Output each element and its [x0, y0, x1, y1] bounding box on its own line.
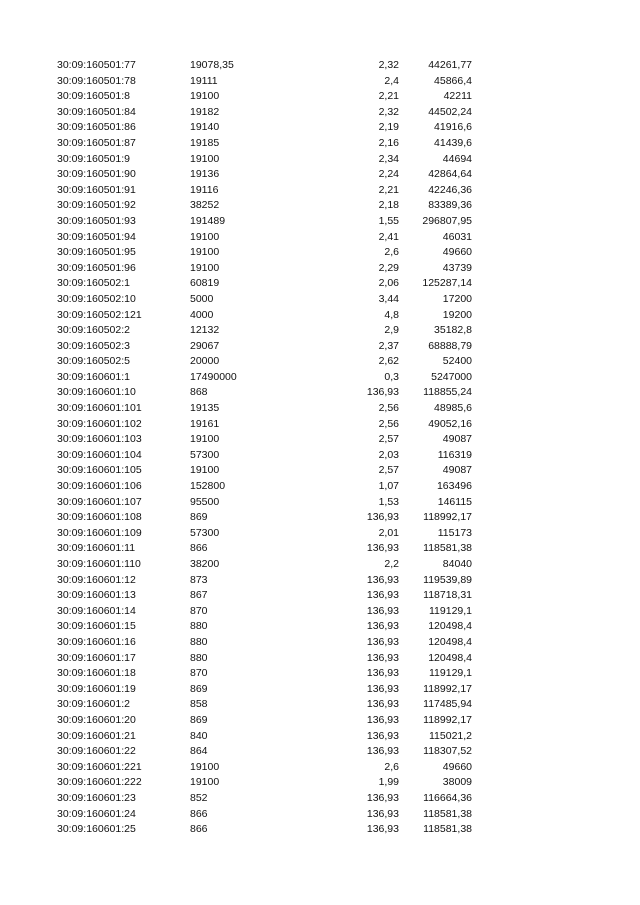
table-row [0, 183, 640, 199]
value-cell: 118307,52 [423, 745, 472, 758]
area-cell: 19182 [190, 105, 220, 118]
cadastral-number-cell: 30:09:160601:15 [57, 620, 136, 633]
rate-cell: 136,93 [366, 620, 399, 633]
area-cell: 19161 [190, 417, 220, 430]
table-row [0, 292, 640, 308]
cadastral-number-cell: 30:09:160501:87 [57, 136, 136, 149]
value-cell: 42246,36 [428, 183, 472, 196]
cadastral-number-cell: 30:09:160501:8 [57, 90, 130, 103]
cadastral-number-cell: 30:09:160501:93 [57, 214, 136, 227]
area-cell: 57300 [190, 448, 220, 461]
rate-cell: 2,16 [378, 136, 399, 149]
area-cell: 880 [190, 620, 208, 633]
cadastral-number-cell: 30:09:160601:12 [57, 573, 136, 586]
value-cell: 49087 [442, 433, 472, 446]
value-cell: 44694 [442, 152, 472, 165]
value-cell: 116319 [437, 448, 472, 461]
value-cell: 120498,4 [428, 620, 472, 633]
rate-cell: 136,93 [366, 635, 399, 648]
value-cell: 48985,6 [434, 402, 472, 415]
value-cell: 49087 [442, 464, 472, 477]
area-cell: 60819 [190, 277, 220, 290]
value-cell: 119129,1 [428, 604, 472, 617]
rate-cell: 2,62 [378, 355, 399, 368]
cadastral-number-cell: 30:09:160502:5 [57, 355, 130, 368]
rate-cell: 2,32 [378, 59, 399, 71]
table-row [0, 417, 640, 433]
area-cell: 19100 [190, 776, 220, 789]
value-cell: 84040 [442, 558, 472, 570]
area-cell: 17490000 [190, 370, 237, 383]
table-row [0, 775, 640, 791]
value-cell: 146115 [437, 495, 472, 508]
area-cell: 19111 [190, 74, 218, 87]
rate-cell: 136,93 [366, 698, 399, 711]
table-row [0, 214, 640, 230]
area-cell: 868 [190, 386, 208, 399]
cadastral-number-cell: 30:09:160601:110 [57, 558, 141, 570]
table-row [0, 495, 640, 511]
value-cell: 49660 [442, 760, 472, 773]
rate-cell: 136,93 [366, 823, 399, 836]
table-row [0, 401, 640, 417]
rate-cell: 2,32 [378, 105, 399, 118]
cadastral-number-cell: 30:09:160601:108 [57, 511, 142, 524]
table-row [0, 573, 640, 589]
value-cell: 120498,4 [428, 651, 472, 664]
cadastral-number-cell: 30:09:160501:77 [57, 59, 136, 71]
table-row [0, 807, 640, 823]
cadastral-number-cell: 30:09:160601:17 [57, 651, 136, 664]
rate-cell: 1,55 [378, 214, 399, 227]
area-cell: 19100 [190, 230, 220, 243]
rate-cell: 2,18 [378, 199, 399, 212]
area-cell: 19135 [190, 402, 220, 415]
value-cell: 49660 [442, 246, 472, 259]
cadastral-number-cell: 30:09:160502:1 [57, 277, 130, 290]
table-row [0, 619, 640, 635]
table-row [0, 822, 640, 838]
area-cell: 4000 [190, 308, 214, 321]
area-cell: 19100 [190, 464, 220, 477]
cadastral-number-cell: 30:09:160601:2 [57, 698, 130, 711]
area-cell: 19116 [190, 183, 219, 196]
table-row [0, 744, 640, 760]
table-row [0, 666, 640, 682]
table-row [0, 604, 640, 620]
rate-cell: 2,34 [378, 152, 399, 165]
area-cell: 152800 [190, 480, 226, 493]
rate-cell: 136,93 [366, 511, 399, 524]
cadastral-number-cell: 30:09:160501:91 [57, 183, 136, 196]
rate-cell: 136,93 [366, 542, 399, 555]
cadastral-number-cell: 30:09:160601:20 [57, 713, 136, 726]
table-row [0, 230, 640, 246]
area-cell: 867 [190, 589, 208, 602]
area-cell: 57300 [190, 526, 220, 539]
value-cell: 118718,31 [423, 589, 472, 602]
rate-cell: 2,01 [378, 526, 399, 539]
area-cell: 191489 [190, 214, 226, 227]
table-row [0, 276, 640, 292]
table-row [0, 261, 640, 277]
cadastral-number-cell: 30:09:160502:2 [57, 324, 130, 337]
rate-cell: 2,19 [378, 121, 399, 134]
value-cell: 43739 [442, 261, 472, 274]
table-row [0, 588, 640, 604]
area-cell: 5000 [190, 292, 214, 305]
cadastral-number-cell: 30:09:160601:18 [57, 667, 136, 680]
area-cell: 12132 [190, 324, 220, 337]
rate-cell: 2,06 [378, 277, 399, 290]
cadastral-number-cell: 30:09:160601:14 [57, 604, 136, 617]
table-row [0, 448, 640, 464]
table-row [0, 89, 640, 105]
value-cell: 49052,16 [428, 417, 472, 430]
cadastral-number-cell: 30:09:160501:78 [57, 74, 136, 87]
rate-cell: 136,93 [366, 604, 399, 617]
table-row [0, 354, 640, 370]
cadastral-number-cell: 30:09:160601:107 [57, 495, 142, 508]
area-cell: 29067 [190, 339, 220, 352]
table-row [0, 74, 640, 90]
table-row [0, 729, 640, 745]
cadastral-number-cell: 30:09:160501:96 [57, 261, 136, 274]
cadastral-number-cell: 30:09:160601:106 [57, 480, 142, 493]
cadastral-number-cell: 30:09:160502:10 [57, 292, 136, 305]
cadastral-number-cell: 30:09:160601:105 [57, 464, 142, 477]
value-cell: 44502,24 [428, 105, 472, 118]
area-cell: 19185 [190, 136, 220, 149]
table-row [0, 58, 640, 74]
value-cell: 115021,2 [428, 729, 472, 742]
area-cell: 19078,35 [190, 59, 234, 71]
table-row [0, 308, 640, 324]
value-cell: 118992,17 [423, 713, 472, 726]
cadastral-number-cell: 30:09:160502:3 [57, 339, 130, 352]
table-row [0, 463, 640, 479]
cadastral-number-cell: 30:09:160601:13 [57, 589, 136, 602]
value-cell: 163496 [436, 480, 472, 493]
table-row [0, 713, 640, 729]
area-cell: 95500 [190, 495, 220, 508]
value-cell: 119539,89 [423, 573, 472, 586]
rate-cell: 2,21 [378, 183, 399, 196]
area-cell: 866 [190, 542, 208, 555]
cadastral-number-cell: 30:09:160501:9 [57, 152, 130, 165]
table-row [0, 697, 640, 713]
cadastral-number-cell: 30:09:160601:104 [57, 448, 142, 461]
rate-cell: 0,3 [384, 370, 399, 383]
value-cell: 116664,36 [423, 791, 472, 804]
value-cell: 118581,38 [423, 807, 472, 820]
cadastral-number-cell: 30:09:160501:95 [57, 246, 136, 259]
value-cell: 118855,24 [423, 386, 472, 399]
rate-cell: 2,2 [384, 558, 399, 570]
rate-cell: 136,93 [366, 651, 399, 664]
cadastral-number-cell: 30:09:160601:19 [57, 682, 136, 695]
cadastral-number-cell: 30:09:160601:23 [57, 791, 136, 804]
cadastral-number-cell: 30:09:160601:24 [57, 807, 136, 820]
value-cell: 68888,79 [428, 339, 472, 352]
area-cell: 840 [190, 729, 208, 742]
value-cell: 125287,14 [422, 277, 472, 290]
cadastral-number-cell: 30:09:160601:222 [57, 776, 142, 789]
table-row [0, 541, 640, 557]
cadastral-number-cell: 30:09:160601:1 [57, 370, 130, 383]
value-cell: 42211 [443, 90, 472, 103]
table-row [0, 339, 640, 355]
cadastral-number-cell: 30:09:160501:84 [57, 105, 136, 118]
cadastral-number-cell: 30:09:160601:11 [57, 542, 136, 555]
value-cell: 118992,17 [423, 682, 472, 695]
rate-cell: 2,37 [378, 339, 399, 352]
cadastral-number-cell: 30:09:160501:90 [57, 168, 136, 181]
rate-cell: 136,93 [366, 667, 399, 680]
table-row [0, 152, 640, 168]
value-cell: 115173 [437, 526, 472, 539]
rate-cell: 136,93 [366, 589, 399, 602]
area-cell: 38200 [190, 558, 220, 570]
area-cell: 864 [190, 745, 208, 758]
table-row [0, 167, 640, 183]
value-cell: 17200 [442, 292, 472, 305]
value-cell: 45866,4 [434, 74, 472, 87]
area-cell: 869 [190, 511, 208, 524]
cadastral-number-cell: 30:09:160501:92 [57, 199, 136, 212]
rate-cell: 1,53 [378, 495, 399, 508]
data-table [0, 58, 640, 838]
rate-cell: 2,29 [378, 261, 399, 274]
area-cell: 866 [190, 807, 208, 820]
cadastral-number-cell: 30:09:160601:109 [57, 526, 142, 539]
cadastral-number-cell: 30:09:160502:121 [57, 308, 142, 321]
area-cell: 19136 [190, 168, 220, 181]
cadastral-number-cell: 30:09:160601:10 [57, 386, 136, 399]
cadastral-number-cell: 30:09:160501:86 [57, 121, 136, 134]
table-row [0, 682, 640, 698]
area-cell: 19100 [190, 433, 220, 446]
cadastral-number-cell: 30:09:160601:21 [57, 729, 136, 742]
value-cell: 120498,4 [428, 635, 472, 648]
rate-cell: 2,4 [384, 74, 399, 87]
table-row [0, 526, 640, 542]
area-cell: 870 [190, 667, 208, 680]
rate-cell: 4,8 [384, 308, 399, 321]
rate-cell: 1,99 [378, 776, 399, 789]
table-row [0, 245, 640, 261]
value-cell: 35182,8 [434, 324, 472, 337]
table-row [0, 105, 640, 121]
area-cell: 19100 [190, 152, 220, 165]
cadastral-number-cell: 30:09:160501:94 [57, 230, 136, 243]
rate-cell: 136,93 [366, 573, 399, 586]
rate-cell: 1,07 [378, 480, 399, 493]
area-cell: 866 [190, 823, 208, 836]
table-row [0, 479, 640, 495]
table-row [0, 557, 640, 573]
cadastral-number-cell: 30:09:160601:103 [57, 433, 142, 446]
rate-cell: 2,6 [384, 246, 399, 259]
area-cell: 852 [190, 791, 208, 804]
rate-cell: 2,21 [378, 90, 399, 103]
rate-cell: 2,24 [378, 168, 399, 181]
area-cell: 869 [190, 713, 208, 726]
value-cell: 119129,1 [428, 667, 472, 680]
table-row [0, 432, 640, 448]
table-row [0, 198, 640, 214]
value-cell: 117485,94 [423, 698, 472, 711]
rate-cell: 2,41 [378, 230, 399, 243]
value-cell: 19200 [442, 308, 472, 321]
rate-cell: 136,93 [366, 791, 399, 804]
value-cell: 5247000 [431, 370, 472, 383]
area-cell: 880 [190, 635, 208, 648]
value-cell: 44261,77 [428, 59, 472, 71]
table-row [0, 385, 640, 401]
value-cell: 118581,38 [423, 542, 472, 555]
rate-cell: 136,93 [366, 386, 399, 399]
cadastral-number-cell: 30:09:160601:221 [57, 760, 142, 773]
rate-cell: 2,6 [384, 760, 399, 773]
cadastral-number-cell: 30:09:160601:22 [57, 745, 136, 758]
table-row [0, 760, 640, 776]
area-cell: 870 [190, 604, 208, 617]
value-cell: 42864,64 [428, 168, 472, 181]
table-row [0, 791, 640, 807]
value-cell: 41439,6 [434, 136, 472, 149]
cadastral-number-cell: 30:09:160601:102 [57, 417, 142, 430]
rate-cell: 2,9 [384, 324, 399, 337]
value-cell: 46031 [442, 230, 472, 243]
rate-cell: 2,56 [378, 417, 399, 430]
area-cell: 873 [190, 573, 208, 586]
value-cell: 52400 [442, 355, 472, 368]
value-cell: 118581,38 [423, 823, 472, 836]
table-row [0, 651, 640, 667]
area-cell: 19100 [190, 90, 220, 103]
table-row [0, 370, 640, 386]
area-cell: 19100 [190, 261, 220, 274]
area-cell: 19140 [190, 121, 220, 134]
rate-cell: 2,57 [378, 433, 399, 446]
area-cell: 19100 [190, 246, 220, 259]
rate-cell: 136,93 [366, 807, 399, 820]
table-row [0, 635, 640, 651]
area-cell: 38252 [190, 199, 220, 212]
rate-cell: 136,93 [366, 713, 399, 726]
cadastral-number-cell: 30:09:160601:101 [57, 402, 142, 415]
area-cell: 880 [190, 651, 208, 664]
table-row [0, 120, 640, 136]
rate-cell: 136,93 [366, 729, 399, 742]
value-cell: 41916,6 [434, 121, 472, 134]
value-cell: 38009 [442, 776, 472, 789]
rate-cell: 3,44 [378, 292, 399, 305]
cadastral-number-cell: 30:09:160601:16 [57, 635, 136, 648]
table-row [0, 136, 640, 152]
value-cell: 296807,95 [422, 214, 472, 227]
area-cell: 858 [190, 698, 208, 711]
table-row [0, 323, 640, 339]
area-cell: 19100 [190, 760, 220, 773]
value-cell: 83389,36 [428, 199, 472, 212]
rate-cell: 2,56 [378, 402, 399, 415]
rate-cell: 136,93 [366, 682, 399, 695]
value-cell: 118992,17 [423, 511, 472, 524]
table-row [0, 510, 640, 526]
rate-cell: 2,57 [378, 464, 399, 477]
rate-cell: 136,93 [366, 745, 399, 758]
rate-cell: 2,03 [378, 448, 399, 461]
cadastral-number-cell: 30:09:160601:25 [57, 823, 136, 836]
area-cell: 20000 [190, 355, 220, 368]
area-cell: 869 [190, 682, 208, 695]
